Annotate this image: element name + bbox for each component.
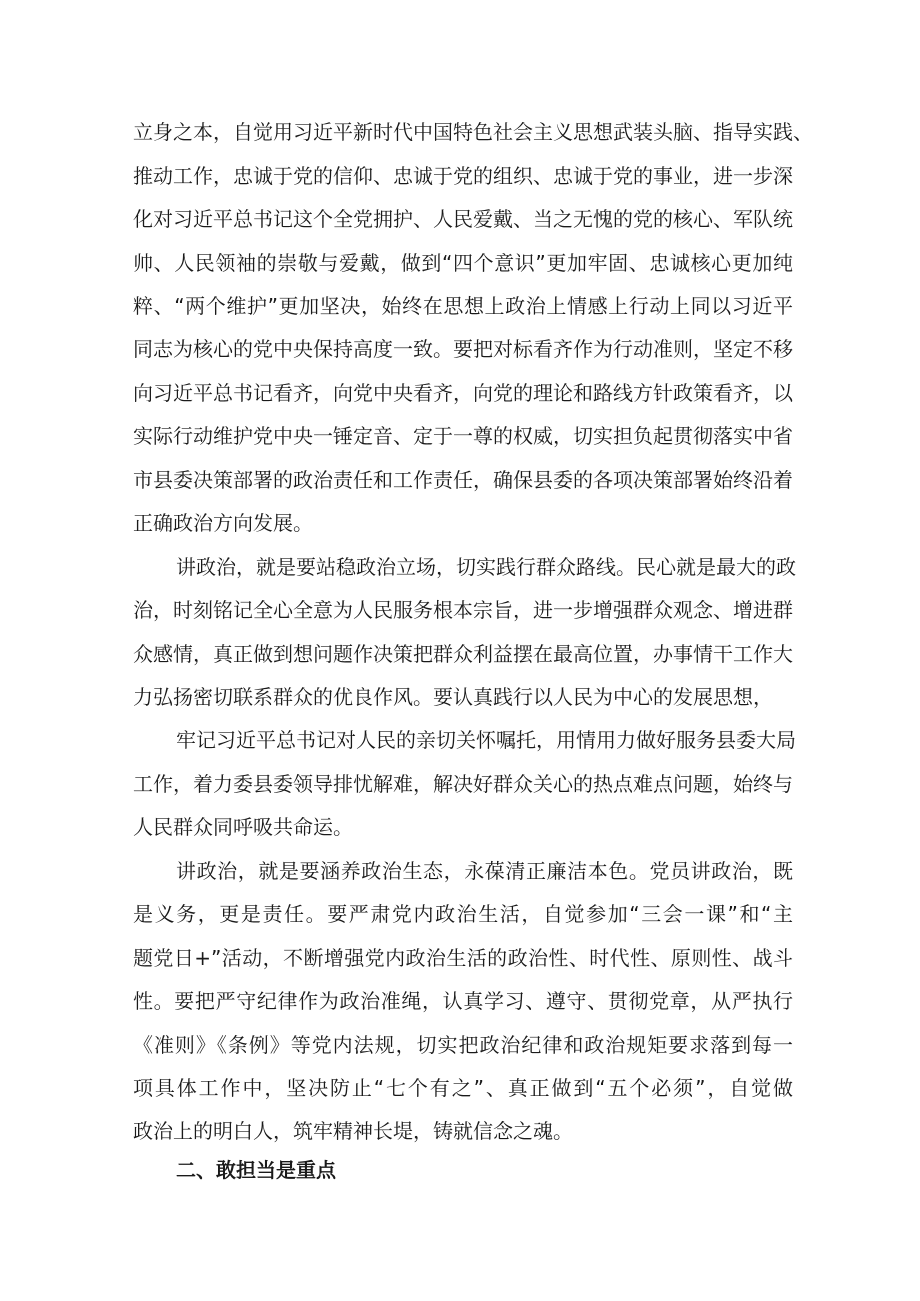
paragraph-4-line-3: 题党日+”活动，不断增强党内政治生活的政治性、时代性、原则性、战斗 [133, 946, 793, 970]
paragraph-1-line-4: 帅、人民领袖的崇敬与爱戴，做到“四个意识”更加牢固、忠诚核心更加纯 [133, 251, 793, 275]
paragraph-2-line-2: 治，时刻铭记全心全意为人民服务根本宗旨，进一步增强群众观念、增进群 [133, 598, 793, 622]
paragraph-2-line-1: 讲政治，就是要站稳政治立场，切实践行群众路线。民心就是最大的政 [176, 555, 796, 579]
paragraph-1-line-10: 正确政治方向发展。 [133, 511, 313, 535]
paragraph-4-line-6: 项具体工作中，坚决防止“七个有之”、真正做到“五个必须”，自觉做 [133, 1076, 793, 1100]
paragraph-2-line-4: 力弘扬密切联系群众的优良作风。要认真践行以人民为中心的发展思想， [133, 685, 773, 709]
paragraph-3-line-2: 工作，着力委县委领导排忧解难，解决好群众关心的热点难点问题，始终与 [133, 772, 793, 796]
paragraph-1-line-6: 同志为核心的党中央保持高度一致。要把对标看齐作为行动准则，坚定不移 [133, 337, 793, 361]
paragraph-4-line-2: 是义务，更是责任。要严肃党内政治生活，自觉参加“三会一课”和“主 [133, 902, 793, 926]
paragraph-4-line-5: 《准则》《条例》等党内法规，切实把政治纪律和政治规矩要求落到每一 [133, 1033, 793, 1057]
paragraph-3-line-3: 人民群众同呼吸共命运。 [133, 815, 353, 839]
paragraph-4-line-4: 性。要把严守纪律作为政治准绳，认真学习、遵守、贯彻党章，从严执行 [133, 989, 793, 1013]
section-heading: 二、敢担当是重点 [176, 1158, 336, 1182]
paragraph-1-line-3: 化对习近平总书记这个全党拥护、人民爱戴、当之无愧的党的核心、军队统 [133, 207, 793, 231]
paragraph-1-line-8: 实际行动维护党中央一锤定音、定于一尊的权威，切实担负起贯彻落实中省 [133, 424, 793, 448]
paragraph-4-line-7: 政治上的明白人，筑牢精神长堤，铸就信念之魂。 [133, 1119, 573, 1143]
paragraph-1-line-9: 市县委决策部署的政治责任和工作责任，确保县委的各项决策部署始终沿着 [133, 468, 793, 492]
paragraph-1-line-1: 立身之本，自觉用习近平新时代中国特色社会主义思想武装头脑、指导实践、 [133, 120, 813, 144]
paragraph-2-line-3: 众感情，真正做到想问题作决策把群众利益摆在最高位置，办事情干工作大 [133, 642, 793, 666]
paragraph-1-line-2: 推动工作，忠诚于党的信仰、忠诚于党的组织、忠诚于党的事业，进一步深 [133, 164, 793, 188]
paragraph-1-line-5: 粹、“两个维护”更加坚决，始终在思想上政治上情感上行动上同以习近平 [133, 294, 793, 318]
paragraph-1-line-7: 向习近平总书记看齐，向党中央看齐，向党的理论和路线方针政策看齐，以 [133, 381, 793, 405]
paragraph-4-line-1: 讲政治，就是要涵养政治生态，永葆清正廉洁本色。党员讲政治，既 [176, 859, 793, 883]
paragraph-3-line-1: 牢记习近平总书记对人民的亲切关怀嘱托，用情用力做好服务县委大局 [176, 728, 796, 752]
